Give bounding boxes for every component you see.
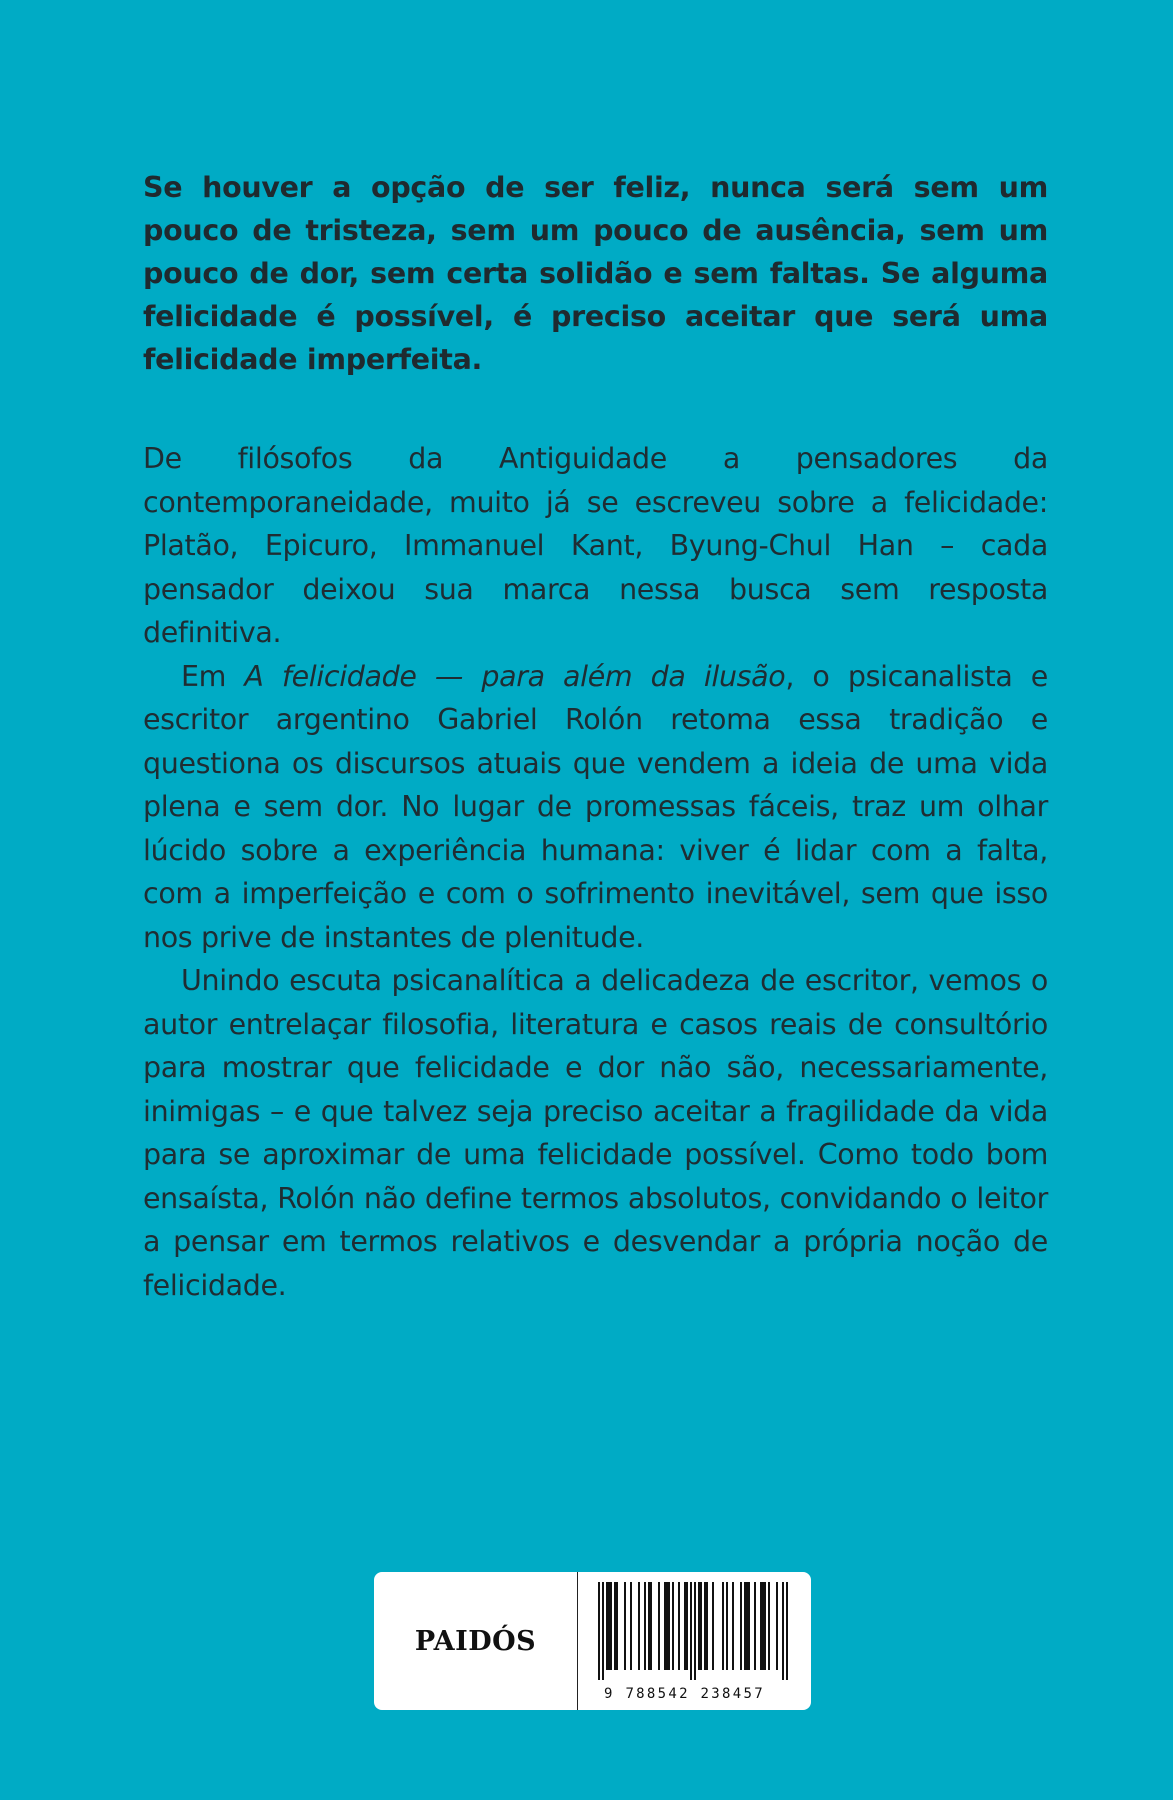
barcode-bar: [764, 1582, 766, 1670]
barcode-bar: [658, 1582, 660, 1670]
barcode-bar: [776, 1582, 778, 1670]
barcode-bar: [650, 1582, 652, 1670]
barcode-bar: [746, 1582, 748, 1670]
barcode-bar: [610, 1582, 612, 1670]
barcode-bar: [616, 1582, 618, 1670]
barcode-label: [374, 1572, 811, 1710]
barcode-bar: [754, 1582, 756, 1670]
barcode: [578, 1572, 811, 1710]
barcode-bar: [664, 1582, 666, 1670]
barcode-bar: [762, 1582, 764, 1670]
barcode-bar: [740, 1582, 742, 1670]
paragraph-2-intro: Em: [181, 659, 245, 693]
barcode-bar: [748, 1582, 750, 1670]
barcode-bar: [726, 1582, 728, 1670]
synopsis-paragraph-1: De filósofos da Antiguidade a pensadores da contemporaneidade, muito já se escreveu sobre a felicidade: Platão, Epicuro, Immanuel Kant, Byung-Chul Han – cada pensador deixou sua marca nessa busca sem resposta definitiva.: [143, 442, 1048, 649]
synopsis-paragraph-2: [143, 655, 1048, 960]
paragraph-2-body: , o psicanalista e escritor argentino Gabriel Rolón retoma essa tradição e questiona os discursos atuais que vendem a ideia de uma vida plena e sem dor. No lugar de promessas fáceis, traz um olhar lúcido sobre a experiência humana: viver é lidar com a falta, com a imperfeição e com o sofrimento inevitável, sem que isso nos prive de instantes de plenitude.: [143, 659, 1048, 954]
publisher-name: PAIDÓS: [414, 1625, 537, 1657]
barcode-bar: [672, 1582, 674, 1670]
barcode-bar: [630, 1582, 632, 1670]
publisher-logo: [374, 1572, 578, 1710]
barcode-bar: [678, 1582, 680, 1670]
synopsis: [143, 437, 1048, 1307]
barcode-bar: [732, 1582, 734, 1670]
barcode-bar: [706, 1582, 708, 1670]
synopsis-paragraph-3: Unindo escuta psicanalítica a delicadeza de escritor, vemos o autor entrelaçar filosofia, literatura e casos reais de consultório para mostrar que felicidade e dor não são, necessariamente, inimigas – e que talvez seja preciso aceitar a fragilidade da vida para se aproximar de uma felicidade possível. Como todo bom ensaísta, Rolón não define termos absolutos, convidando o leitor a pensar em termos relativos e desvendar a própria noção de felicidade.: [143, 964, 1048, 1302]
isbn-number: 9 788542 238457: [604, 1686, 765, 1702]
barcode-bar: [690, 1582, 692, 1680]
barcode-bar: [684, 1582, 686, 1670]
barcode-bar: [768, 1582, 770, 1670]
barcode-bar: [722, 1582, 724, 1670]
barcode-bars: [590, 1582, 800, 1682]
barcode-bar: [602, 1582, 604, 1680]
back-cover-text: [143, 166, 1048, 1307]
barcode-bar: [648, 1582, 650, 1670]
barcode-bar: [698, 1582, 700, 1670]
barcode-bar: [686, 1582, 688, 1670]
barcode-bar: [744, 1582, 746, 1670]
barcode-bar: [782, 1582, 784, 1680]
barcode-bar: [668, 1582, 670, 1670]
barcode-bar: [624, 1582, 626, 1670]
barcode-bar: [608, 1582, 610, 1670]
book-title: A felicidade — para além da ilusão: [244, 659, 786, 693]
barcode-bar: [760, 1582, 762, 1670]
barcode-bar: [606, 1582, 608, 1670]
barcode-bar: [704, 1582, 706, 1670]
barcode-bar: [786, 1582, 788, 1680]
barcode-bar: [666, 1582, 668, 1670]
barcode-bar: [694, 1582, 696, 1680]
barcode-bar: [614, 1582, 616, 1670]
lead-quote: Se houver a opção de ser feliz, nunca será sem um pouco de tristeza, sem um pouco de ausência, sem um pouco de dor, sem certa solidão e sem faltas. Se alguma felicidade é possível, é preciso aceitar que será uma felicidade imperfeita.: [143, 171, 1048, 376]
barcode-bar: [598, 1582, 600, 1680]
barcode-bar: [700, 1582, 702, 1670]
barcode-bar: [712, 1582, 714, 1670]
barcode-bar: [644, 1582, 646, 1670]
barcode-bar: [638, 1582, 640, 1670]
